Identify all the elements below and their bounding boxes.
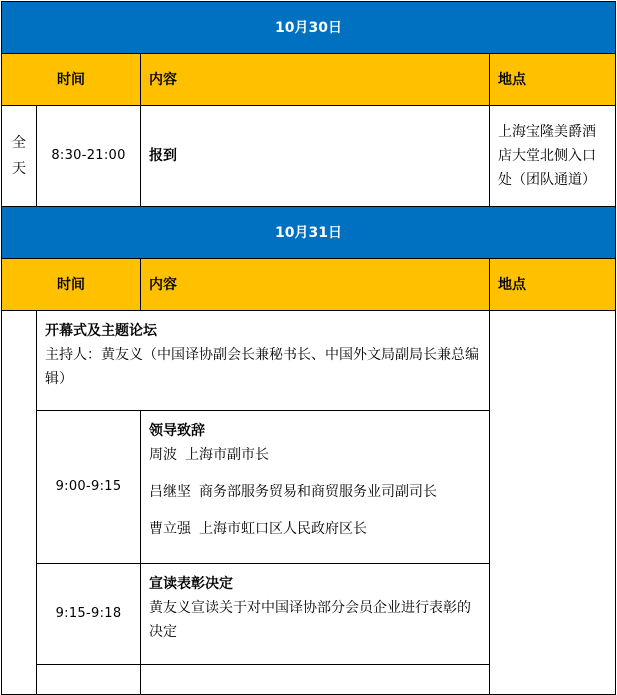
commendation-time: 9:15-9:18: [37, 564, 141, 665]
registration-time: 8:30-21:00: [37, 106, 141, 207]
day-header-oct30: 10月30日: [2, 2, 616, 54]
commendation-desc: 黄友义宣读关于对中国译协部分会员企业进行表彰的决定: [149, 600, 471, 640]
day-header-oct31: 10月31日: [2, 207, 616, 259]
place-blank-cell: [490, 311, 616, 695]
commendation-cell: [141, 564, 490, 665]
side-blank-cell: [2, 311, 37, 695]
column-header-place: 地点: [490, 259, 616, 311]
speaker-name: 周波: [149, 447, 177, 463]
speaker-line: [149, 480, 481, 504]
registration-content: 报到: [141, 106, 490, 207]
speaker-role: 上海市虹口区人民政府区长: [199, 521, 367, 537]
speech-time: 9:00-9:15: [37, 411, 141, 564]
column-header-time: 时间: [2, 54, 141, 106]
registration-place: 上海宝隆美爵酒店大堂北侧入口处（团队通道）: [490, 106, 616, 207]
forum-title: 开幕式及主题论坛: [45, 323, 157, 339]
next-row-content-cell: [141, 665, 490, 695]
speaker-line: [149, 517, 481, 541]
next-row-time-cell: [37, 665, 141, 695]
column-header-place: 地点: [490, 54, 616, 106]
schedule-table: [1, 1, 616, 695]
column-header-content: 内容: [141, 54, 490, 106]
speech-cell: [141, 411, 490, 564]
speaker-role: 商务部服务贸易和商贸服务业司副司长: [199, 484, 437, 500]
speaker-line: [149, 443, 481, 467]
all-day-label: [2, 106, 37, 207]
column-header-time: 时间: [2, 259, 141, 311]
all-day-text: 全天: [12, 135, 26, 177]
forum-cell: [37, 311, 490, 411]
speech-title: 领导致辞: [149, 423, 205, 439]
forum-host: 主持人：黄友义（中国译协副会长兼秘书长、中国外文局副局长兼总编辑）: [45, 347, 479, 387]
column-header-content: 内容: [141, 259, 490, 311]
commendation-title: 宣读表彰决定: [149, 576, 233, 592]
speaker-name: 曹立强: [149, 521, 191, 537]
speaker-role: 上海市副市长: [185, 447, 269, 463]
speaker-name: 吕继坚: [149, 484, 191, 500]
